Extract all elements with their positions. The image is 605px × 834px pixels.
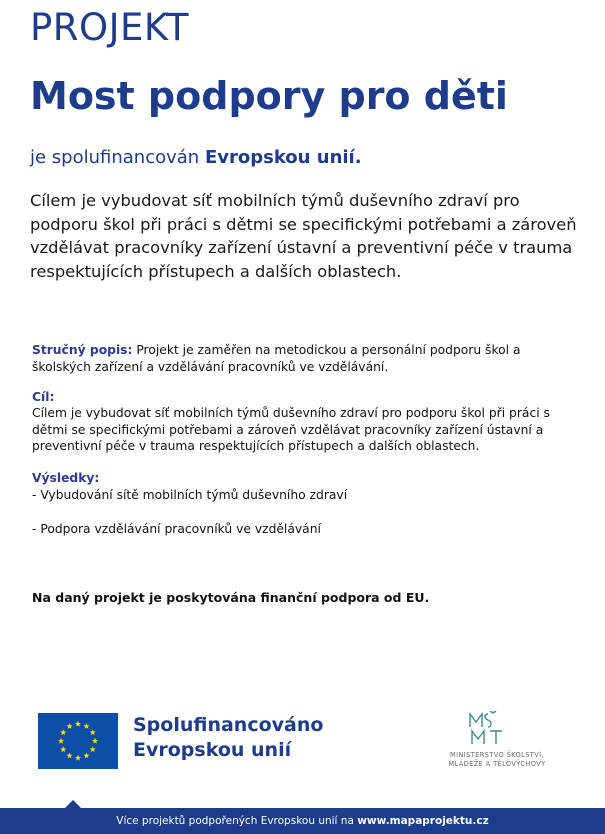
cofinanced-prefix: je spolufinancován xyxy=(30,147,200,168)
eu-cofinanced-label xyxy=(133,713,323,763)
short-description-label: Stručný popis: xyxy=(32,343,133,357)
intro-paragraph: Cílem je vybudovat síť mobilních týmů duševního zdraví pro podporu škol při práci s dětmi se specifickými potřebami a zároveň vzdělávat pracovníky zařízení ústavní a preventivní péče v trauma respektujících přístupech a dalších oblastech. xyxy=(30,191,577,281)
results-label: Výsledky: xyxy=(32,471,100,485)
project-kicker: PROJEKT xyxy=(30,6,189,49)
goal-label: Cíl: xyxy=(32,390,55,404)
cofinanced-line xyxy=(30,145,362,171)
footer-text xyxy=(0,813,605,829)
eu-support-note: Na daný projekt je poskytována finanční podpora od EU. xyxy=(32,590,430,605)
msmt-name-line1: MINISTERSTVO ŠKOLSTVÍ, xyxy=(450,751,544,759)
msmt-name-line2: MLÁDEŽE A TĚLOVÝCHOVY xyxy=(448,760,546,768)
eu-flag-icon xyxy=(38,713,118,769)
results-item: - Vybudování sítě mobilních týmů duševního zdraví xyxy=(32,488,348,502)
eu-label-line2: Evropskou unií xyxy=(133,739,292,761)
eu-label-line1: Spolufinancováno xyxy=(133,714,324,736)
short-description-text: Projekt je zaměřen na metodickou a personální podporu škol a školských zařízení a vzdělávání pracovníků ve vzdělávání. xyxy=(32,343,521,374)
cofinanced-eu: Evropskou unií. xyxy=(204,147,362,168)
results-item: - Podpora vzdělávání pracovníků ve vzdělávání xyxy=(32,522,321,536)
footer-link[interactable]: www.mapaprojektu.cz xyxy=(357,815,489,827)
msmt-name xyxy=(438,751,556,769)
project-title: Most podpory pro děti xyxy=(30,74,508,118)
footer-prefix: Více projektů podpořených Evropskou unií na xyxy=(116,815,354,827)
msmt-logo-icon xyxy=(468,711,510,747)
goal-text: Cílem je vybudovat síť mobilních týmů duševního zdraví pro podporu škol při práci s dětmi se specifickými potřebami a zároveň vzdělávat pracovníky zařízení ústavní a preventivní péče v trauma respektujících přístupech a dalších oblastech. xyxy=(32,406,550,453)
short-description xyxy=(32,342,552,375)
